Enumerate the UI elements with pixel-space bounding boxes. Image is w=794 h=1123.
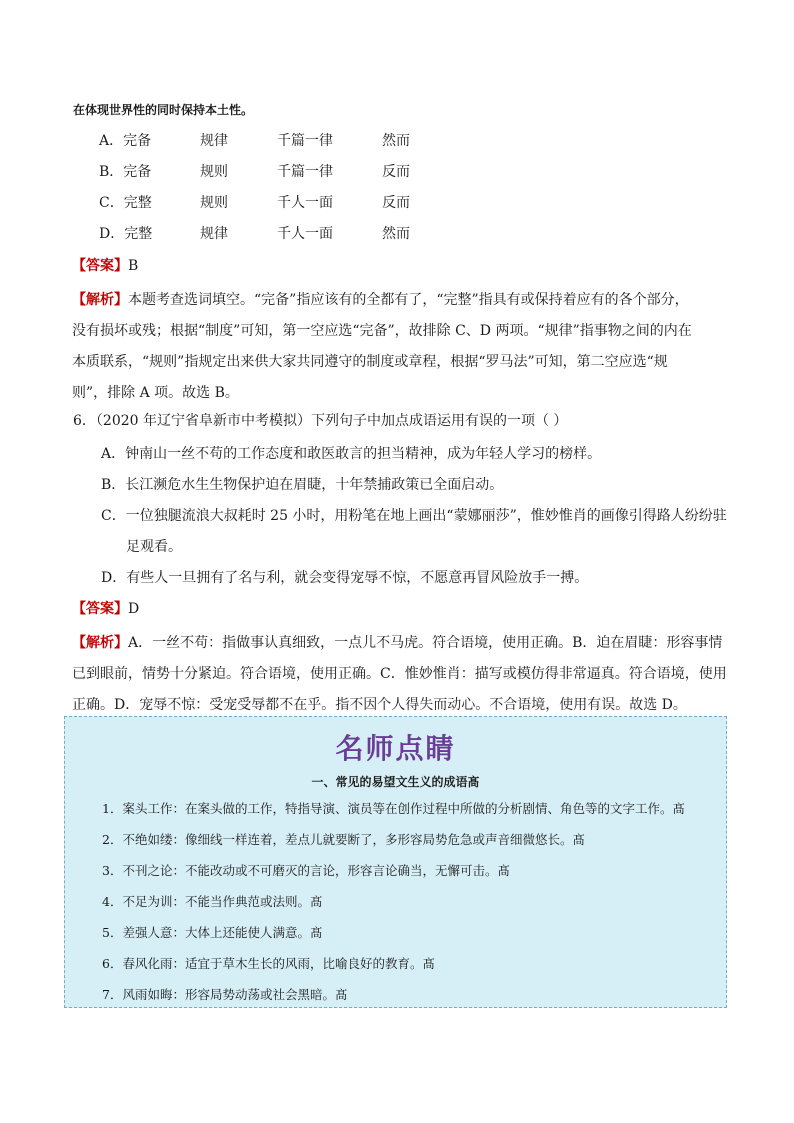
option-word-4: 反而 — [382, 164, 410, 180]
answer-value: D — [128, 601, 140, 617]
tip-box-subtitle: 一、常见的易望文生义的成语髙 — [311, 775, 480, 789]
option-label: B．完备 — [99, 164, 152, 180]
option-label: C．完整 — [99, 195, 152, 211]
option-label: A．完备 — [99, 133, 152, 149]
option-word-3: 千篇一律 — [277, 164, 333, 180]
analysis-line: 没有损坏或残；根据“制度”可知，第一空应选“完备”，故排除 C、D 两项。“规律”指事物之间的内在 — [72, 323, 692, 339]
option-word-2: 规律 — [200, 133, 228, 149]
option-word-4: 然而 — [382, 226, 410, 242]
tip-item: 1．案头工作：在案头做的工作，特指导演、演员等在创作过程中所做的分析剧情、角色等的文字工作。髙 — [102, 801, 685, 816]
analysis-line: 本题考查选词填空。“完备”指应该有的全都有了，“完整”指具有或保持着应有的各个部分， — [128, 292, 689, 308]
analysis-line: 则”，排除 A 项。故选 B。 — [72, 385, 239, 401]
q5-analysis — [72, 285, 732, 409]
option-word-3: 千人一面 — [277, 226, 333, 242]
answer-value: B — [128, 258, 139, 274]
q6-choice-d: D．有些人一旦拥有了名与利，就会变得宠辱不惊，不愿意再冒风险放手一搏。 — [101, 570, 589, 586]
option-word-2: 规律 — [200, 226, 228, 242]
option-word-2: 规则 — [200, 164, 228, 180]
tip-item: 4．不足为训：不能当作典范或法则。髙 — [102, 894, 323, 909]
tip-item: 3．不刊之论：不能改动或不可磨灭的言论，形容言论确当，无懈可击。髙 — [102, 863, 510, 878]
q6-answer — [72, 599, 139, 619]
tip-item: 2．不绝如缕：像细线一样连着，差点儿就要断了，多形容局势危急或声音细微悠长。髙 — [102, 832, 585, 847]
q5-answer — [72, 256, 138, 276]
answer-label: 【答案】 — [72, 601, 128, 617]
option-word-3: 千篇一律 — [277, 133, 333, 149]
analysis-label: 【解析】 — [72, 635, 128, 651]
answer-label: 【答案】 — [72, 258, 128, 274]
q6-choice-c-cont: 足观看。 — [126, 539, 182, 555]
analysis-line: A．一丝不苟：指做事认真细致，一点儿不马虎。符合语境，使用正确。B．迫在眉睫：形容事情 — [128, 635, 723, 651]
analysis-line: 本质联系，“规则”指规定出来供大家共同遵守的制度或章程，根据“罗马法”可知，第二空应选“规 — [72, 354, 668, 370]
analysis-line: 已到眼前，情势十分紧迫。符合语境，使用正确。C．惟妙惟肖：描写或模仿得非常逼真。符合语境，使用 — [72, 666, 727, 682]
option-word-4: 反而 — [382, 195, 410, 211]
tip-box-title: 名师点睛 — [335, 732, 456, 765]
tip-item: 5．差强人意：大体上还能使人满意。髙 — [102, 925, 323, 940]
tip-box — [64, 716, 727, 1008]
option-label: D．完整 — [99, 226, 153, 242]
q6-choice-c: C．一位独腿流浪大叔耗时 25 小时，用粉笔在地上画出“蒙娜丽莎”，惟妙惟肖的画像引得路人纷纷驻 — [101, 508, 727, 524]
analysis-line: 正确。D．宠辱不惊：受宠受辱都不在乎。指不因个人得失而动心。不合语境，使用有误。故选 D。 — [72, 697, 687, 713]
q6-analysis — [72, 628, 732, 721]
q6-stem: 6．（2020 年辽宁省阜新市中考模拟）下列句子中加点成语运用有误的一项（ ） — [73, 413, 568, 429]
analysis-label: 【解析】 — [72, 292, 128, 308]
option-word-3: 千人一面 — [277, 195, 333, 211]
tip-item: 7．风雨如晦：形容局势动荡或社会黑暗。髙 — [102, 987, 348, 1002]
option-word-4: 然而 — [382, 133, 410, 149]
q6-choice-b: B．长江濒危水生生物保护迫在眉睫，十年禁捕政策已全面启动。 — [101, 477, 504, 493]
option-word-2: 规则 — [200, 195, 228, 211]
tip-item: 6．春风化雨：适宜于草木生长的风雨，比喻良好的教育。髙 — [102, 956, 435, 971]
intro-line: 在体现世界性的同时保持本土性。 — [73, 103, 254, 117]
q6-choice-a: A．钟南山一丝不苟的工作态度和敢医敢言的担当精神，成为年轻人学习的榜样。 — [101, 446, 602, 462]
